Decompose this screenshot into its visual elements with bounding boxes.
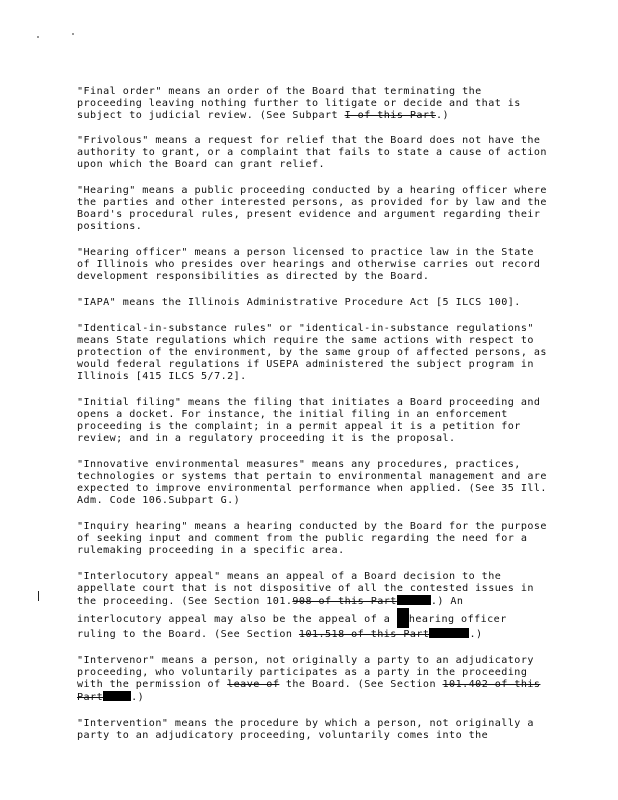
redaction-mark: [429, 628, 469, 638]
definition-paragraph: [77, 185, 547, 233]
redaction-mark: [397, 595, 431, 605]
definition-paragraph: [77, 571, 547, 641]
definition-text: "Intervention" means the procedure by which a person, not originally a party to an adjudicatory proceeding, voluntarily comes into the: [77, 718, 534, 741]
definition-text: .): [131, 692, 145, 703]
definition-text: "Identical-in-substance rules" or "identical-in-substance regulations" means State regulations which require the same actions with respect to protection of the environment, by the same group of affected persons, as would federal regulations if USEPA administered the subject program in Illinois [415 ILCS 5/7.2].: [77, 323, 547, 382]
struck-text: I of this Part: [344, 110, 436, 121]
definition-paragraph: [77, 655, 547, 704]
definition-paragraph: [77, 86, 547, 122]
definition-text: "Hearing officer" means a person licensed to practice law in the State of Illinois who presides over hearings and otherwise carries out record development responsibilities as directed by the Board.: [77, 247, 541, 282]
revision-margin-bar: [38, 591, 39, 601]
definition-text: "Innovative environmental measures" means any procedures, practices, technologies or systems that pertain to environmental management and are expected to improve environmental performance when applied. (See 35 Ill. Adm. Code 106.Subpart G.): [77, 459, 547, 506]
definition-paragraph: [77, 297, 547, 309]
definition-text: the Board. (See Section: [279, 679, 443, 690]
redaction-mark: [397, 608, 409, 628]
definition-text: "Intervenor" means a person, not originally a party to an adjudicatory proceeding, who voluntarily participates as a party in the proceeding with the permission of: [77, 655, 534, 690]
definition-text: "Initial filing" means the filing that initiates a Board proceeding and opens a docket. For instance, the initial filing in an enforcement proceeding is the complaint; in a permit appeal it is a petition for review; and in a regulatory proceeding it is the proposal.: [77, 397, 541, 444]
definition-paragraph: [77, 459, 547, 507]
definition-text: "IAPA" means the Illinois Administrative Procedure Act [5 ILCS 100].: [77, 297, 521, 308]
definition-text: "Hearing" means a public proceeding conducted by a hearing officer where the parties and other interested persons, as provided for by law and the Board's procedural rules, present evidence and argument regarding their positions.: [77, 185, 547, 232]
definitions-text: [77, 86, 547, 756]
definition-paragraph: [77, 135, 547, 171]
definition-paragraph: [77, 521, 547, 557]
definition-paragraph: [77, 323, 547, 383]
definition-paragraph: [77, 718, 547, 742]
struck-text: 908 of this Part: [292, 596, 397, 607]
definition-text: "Interlocutory appeal" means an appeal of a Board decision to the appellate court that is not dispositive of all the contested issues in the proceeding. (See Section 101.: [77, 571, 534, 607]
redaction-mark: [103, 691, 131, 701]
struck-text: leave of: [227, 679, 280, 690]
definition-text: "Final order" means an order of the Board that terminating the proceeding leaving nothing further to litigate or decide and that is subject to judicial review. (See Subpart: [77, 86, 521, 121]
definition-text: .): [469, 629, 483, 640]
definition-paragraph: [77, 247, 547, 283]
definition-text: "Inquiry hearing" means a hearing conducted by the Board for the purpose of seeking input and comment from the public regarding the need for a rulemaking proceeding in a specific area.: [77, 521, 547, 556]
definition-text: "Frivolous" means a request for relief that the Board does not have the authority to grant, or a complaint that fails to state a cause of action upon which the Board can grant relief.: [77, 135, 547, 170]
definition-text: .): [436, 110, 450, 121]
scan-speck: [72, 33, 74, 35]
definition-paragraph: [77, 397, 547, 445]
definition-text: hearing officer ruling to the Board. (See Section: [77, 614, 507, 640]
scan-speck: [37, 36, 39, 38]
definition-text: .) An interlocutory appeal may also be the appeal of a: [77, 596, 464, 625]
struck-text: 101.518 of this Part: [298, 629, 430, 640]
struck-text: 101.402 of this Part: [77, 679, 541, 703]
